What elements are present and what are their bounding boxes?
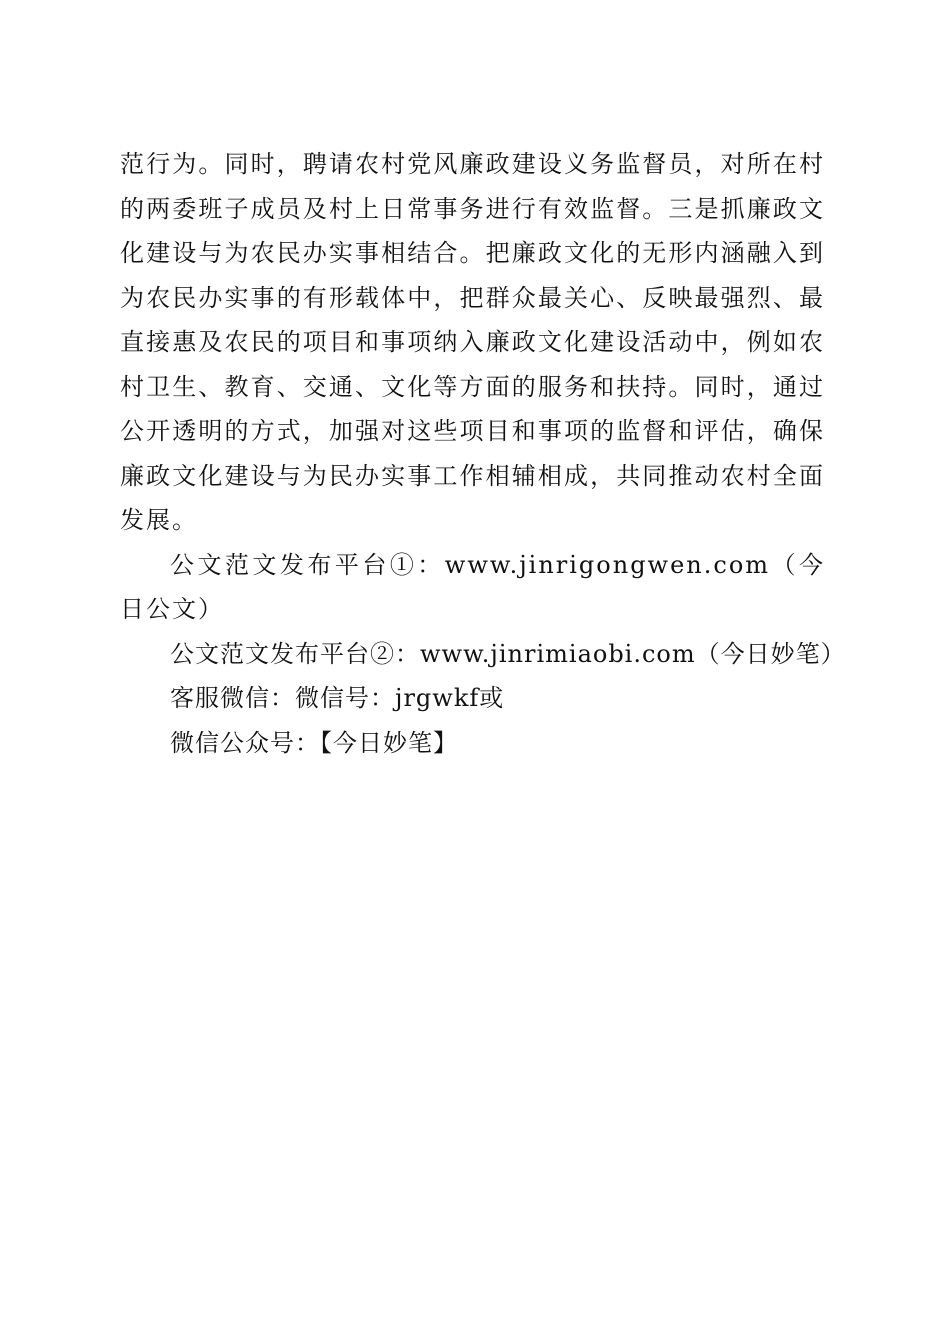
document-content <box>120 142 846 765</box>
platform-2-line: 公文范文发布平台②：www.jinrimiaobi.com（今日妙笔） <box>170 639 846 668</box>
body-paragraph: 范行为。同时，聘请农村党风廉政建设义务监督员，对所在村的两委班子成员及村上日常事务进行有效监督。三是抓廉政文化建设与为农民办实事相结合。把廉政文化的无形内涵融入到为农民办实事的有形载体中，把群众最关心、反映最强烈、最直接惠及农民的项目和事项纳入廉政文化建设活动中，例如农村卫生、教育、交通、文化等方面的服务和扶持。同时，通过公开透明的方式，加强对这些项目和事项的监督和评估，确保廉政文化建设与为民办实事工作相辅相成，共同推动农村全面发展。 <box>120 150 825 534</box>
wechat-account-line: 微信公众号：【今日妙笔】 <box>170 728 458 757</box>
customer-service-line: 客服微信：微信号：jrgwkf或 <box>170 684 505 712</box>
platform-1-line: 公文范文发布平台①：www.jinrigongwen.com（今日公文） <box>120 550 825 623</box>
